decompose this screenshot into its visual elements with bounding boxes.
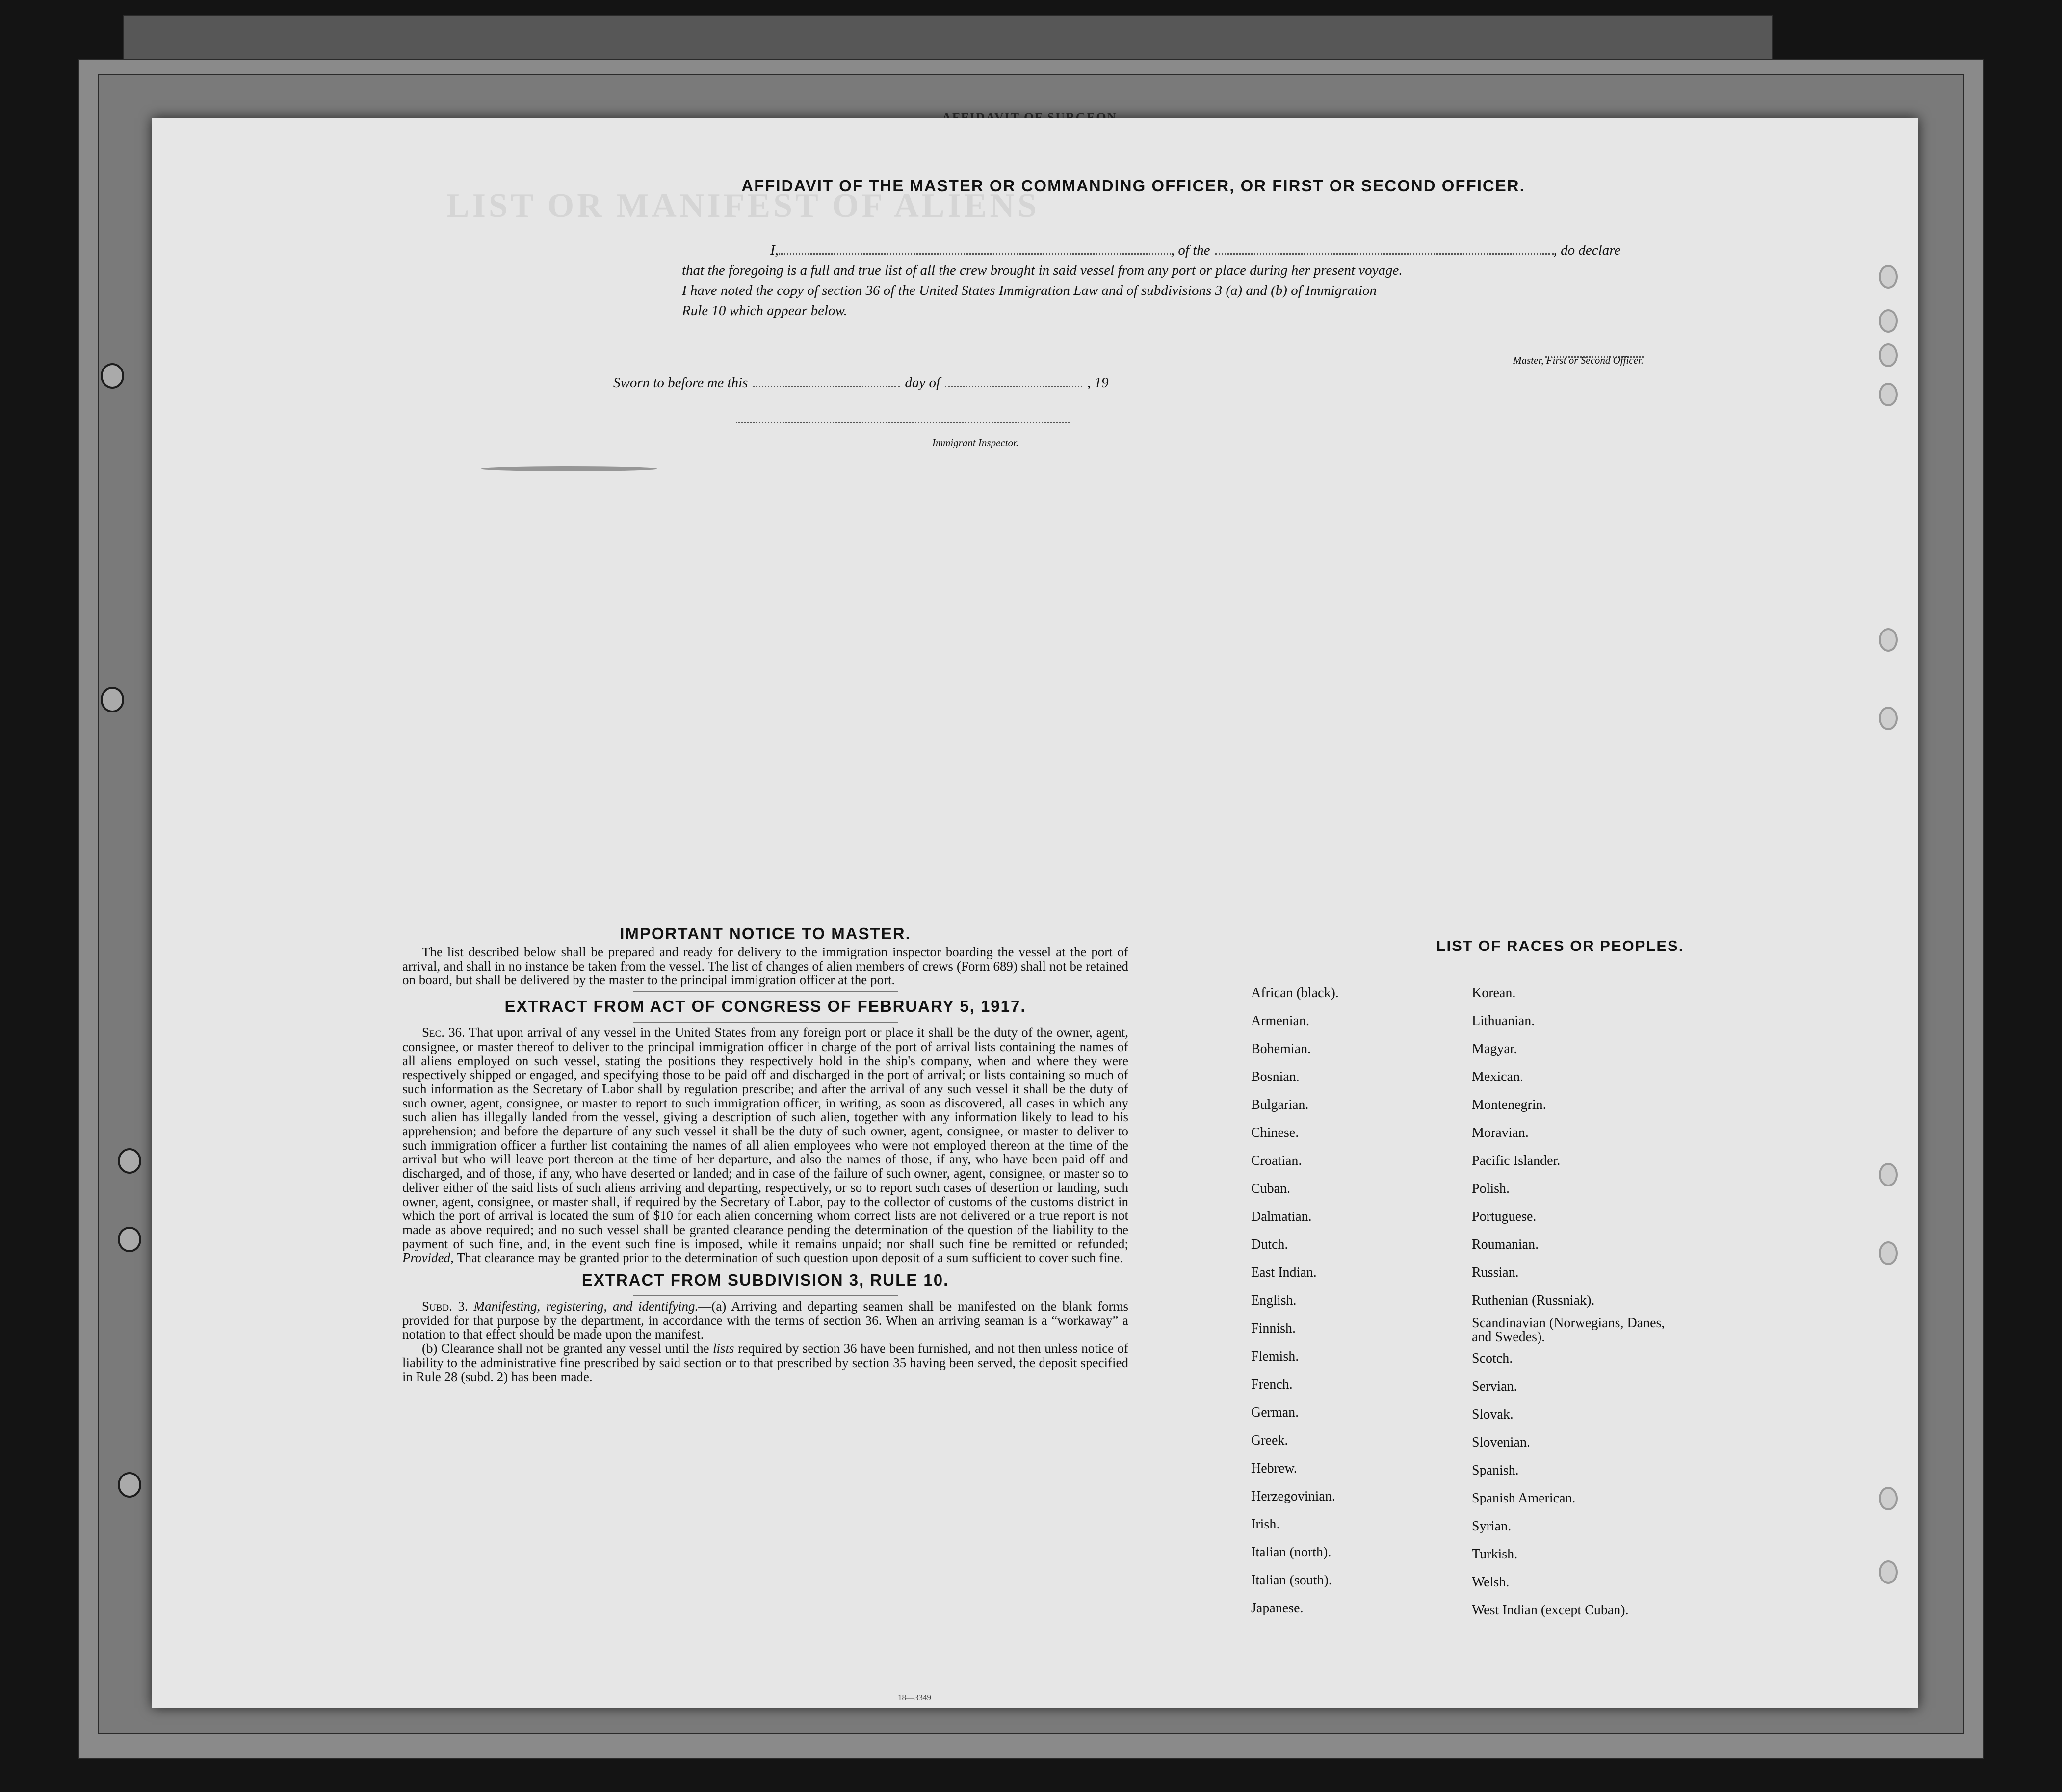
- race-item: Croatian.: [1251, 1153, 1302, 1168]
- race-item: Moravian.: [1472, 1125, 1529, 1140]
- race-item: African (black).: [1251, 985, 1339, 1001]
- subd-label: Subd. 3.: [422, 1299, 468, 1314]
- race-item: Syrian.: [1472, 1519, 1512, 1534]
- races-column-2: [1472, 979, 1678, 1624]
- binder-hole-icon: [101, 687, 124, 712]
- race-item: Hebrew.: [1251, 1461, 1297, 1476]
- binder-hole-icon: [101, 363, 124, 389]
- subd-b-end: required by section 36 have been furnished, and not then unless notice of liability to the administrative fine prescribed by said section or to that prescribed by section 35 having been served, the deposit specified in Rule 28 (subd. 2) has been made.: [402, 1341, 1128, 1384]
- declaration-line-1: [682, 240, 1678, 261]
- binder-hole-icon: [118, 1472, 141, 1498]
- race-item: Roumanian.: [1472, 1237, 1539, 1252]
- inspector-signature-line[interactable]: [736, 422, 1070, 423]
- punch-hole-icon: [1879, 1241, 1898, 1265]
- binder-hole-icon: [118, 1148, 141, 1174]
- races-column-1: [1251, 979, 1339, 1622]
- divider: [633, 1295, 898, 1296]
- section-body: That upon arrival of any vessel in the United States from any foreign port or place it shall be the duty of the owner, agent, consignee, or master thereof to deliver to the principal immigration officer in charge of the port of arrival lists containing the names of all aliens employed on such vessel, stating the positions they respectively hold in the ship's company, when and where they were respectively shipped or engaged, and specifying those to be paid off and discharged in the port of arrival; or lists containing so much of such information as the Secretary of Labor shall by regulation prescribe; and after the arrival of any such vessel it shall be the duty of such owner, agent, consignee, or master to report to such immigration officer, in writing, as soon as discovered, all cases in which any such alien has illegally landed from the vessel, giving a description of such alien, together with any information likely to lead to his apprehension; and before the departure of any such vessel it shall be the duty of such owner, agent, consignee, or master to deliver to such immigration officer a further list containing the names of all alien employees who were not employed thereon at the time of the arrival but who will leave port thereon at the time of her departure, and also the names of those, if any, who have been paid off and discharged, and of those, if any, who have deserted or landed; and in case of the failure of such owner, agent, consignee, or master so to deliver either of the said lists of such aliens arriving and departing, respectively, or so to report such cases of desertion or landing, such owner, agent, consignee, or master shall, if required by the Secretary of Labor, pay to the collector of customs of the customs district in which the port of arrival is located the sum of $10 for each alien concerning whom correct lists are not delivered or a true report is not made as above required; and no such vessel shall be granted clearance pending the determination of the question of the liability to the payment of such fine, and, in the event such fine is imposed, while it remains unpaid; nor shall such fine be remitted or refunded;: [402, 1025, 1129, 1251]
- race-item: Greek.: [1251, 1433, 1288, 1448]
- extract-rule-title: EXTRACT FROM SUBDIVISION 3, RULE 10.: [581, 1271, 949, 1290]
- form-number: 18—3349: [898, 1693, 931, 1702]
- notice-title: IMPORTANT NOTICE TO MASTER.: [620, 924, 911, 943]
- subdivision-b-text: [402, 1342, 1128, 1384]
- race-item: Herzegovinian.: [1251, 1489, 1335, 1504]
- vessel-field[interactable]: [1215, 240, 1554, 255]
- race-item: Flemish.: [1251, 1349, 1299, 1364]
- punch-hole-icon: [1879, 343, 1898, 367]
- race-item: Slovenian.: [1472, 1435, 1530, 1450]
- race-item: Dutch.: [1251, 1237, 1288, 1252]
- race-item: Mexican.: [1472, 1069, 1523, 1084]
- declaration-line-2: that the foregoing is a full and true list of all the crew brought in said vessel from any port or place during her present voyage.: [682, 263, 1403, 278]
- race-item: East Indian.: [1251, 1265, 1317, 1280]
- race-item: Bosnian.: [1251, 1069, 1300, 1084]
- section-end: That clearance may be granted prior to the determination of such question upon deposit of a sum sufficient to cover such fine.: [456, 1250, 1123, 1265]
- day-of-label: day of: [905, 375, 940, 391]
- year-label: , 19: [1087, 375, 1109, 391]
- declaration-line-3: I have noted the copy of section 36 of the United States Immigration Law and of subdivisions 3 (a) and (b) of Immigration: [682, 283, 1377, 298]
- subd-a-body: —(a) Arriving and departing seamen shall be manifested on the blank forms provided for that purpose by the department, in accordance with the terms of section 36. When an arriving seaman is a “workaway” a notation to that effect should be made upon the manifest.: [402, 1299, 1128, 1342]
- sworn-day-field[interactable]: [753, 373, 900, 387]
- race-item: Servian.: [1472, 1379, 1517, 1394]
- subdivision-a-text: [402, 1299, 1128, 1342]
- name-field[interactable]: [779, 240, 1171, 255]
- race-item: Scandinavian (Norwegians, Danes, and Swedes).: [1472, 1316, 1665, 1344]
- sworn-line: [613, 373, 1109, 391]
- section-36-text: [402, 1026, 1128, 1265]
- instructions-column: [402, 922, 1128, 1384]
- punch-hole-icon: [1879, 1487, 1898, 1510]
- punch-hole-icon: [1879, 265, 1898, 289]
- race-item: Korean.: [1472, 985, 1516, 1001]
- sworn-label: Sworn to before me this: [613, 375, 748, 391]
- sworn-month-field[interactable]: [945, 373, 1082, 387]
- race-item: Montenegrin.: [1472, 1097, 1546, 1112]
- races-title: LIST OF RACES OR PEOPLES.: [1436, 937, 1684, 954]
- i-label: I,: [770, 242, 779, 258]
- binder-hole-icon: [118, 1227, 141, 1252]
- section-label: Sec. 36.: [422, 1025, 465, 1040]
- race-item: West Indian (except Cuban).: [1472, 1603, 1629, 1618]
- race-item: Bulgarian.: [1251, 1097, 1309, 1112]
- subd-b-start: (b) Clearance shall not be granted any vessel until the: [422, 1341, 709, 1356]
- race-item: Pacific Islander.: [1472, 1153, 1561, 1168]
- affidavit-title: AFFIDAVIT OF THE MASTER OR COMMANDING OFFICER, OR FIRST OR SECOND OFFICER.: [741, 177, 1525, 195]
- race-item: Welsh.: [1472, 1575, 1510, 1590]
- race-item: Polish.: [1472, 1181, 1510, 1196]
- punch-hole-icon: [1879, 628, 1898, 652]
- master-label: Master, First or Second Officer.: [1513, 354, 1644, 366]
- race-item: German.: [1251, 1405, 1299, 1420]
- ink-smudge: [481, 466, 657, 471]
- punch-hole-icon: [1879, 1560, 1898, 1584]
- declaration: [682, 240, 1678, 321]
- punch-hole-icon: [1879, 383, 1898, 406]
- punch-holes: [1859, 118, 1918, 1708]
- race-item: Italian (north).: [1251, 1545, 1331, 1560]
- race-item: Spanish American.: [1472, 1491, 1576, 1506]
- subd-heading: Manifesting, registering, and identifying.: [473, 1299, 699, 1314]
- race-item: Turkish.: [1472, 1547, 1518, 1562]
- divider: [633, 991, 898, 992]
- race-item: Armenian.: [1251, 1013, 1309, 1028]
- bleed-through-text: LIST OR MANIFEST OF ALIENS: [446, 187, 1040, 225]
- race-item: Portuguese.: [1472, 1209, 1537, 1224]
- race-item: Spanish.: [1472, 1463, 1519, 1478]
- affidavit-sheet: [152, 118, 1918, 1708]
- race-item: Irish.: [1251, 1517, 1280, 1532]
- declaration-line-4: Rule 10 which appear below.: [682, 303, 847, 318]
- inspector-label: Immigrant Inspector.: [932, 437, 1019, 448]
- subd-b-lists: lists: [713, 1341, 734, 1356]
- divider: [633, 1022, 898, 1023]
- race-item: Finnish.: [1251, 1321, 1296, 1336]
- punch-hole-icon: [1879, 309, 1898, 333]
- race-item: Japanese.: [1251, 1601, 1304, 1616]
- race-item: Bohemian.: [1251, 1041, 1311, 1056]
- race-item: English.: [1251, 1293, 1297, 1308]
- punch-hole-icon: [1879, 1163, 1898, 1186]
- race-item: Ruthenian (Russniak).: [1472, 1293, 1595, 1308]
- do-declare-label: , do declare: [1553, 242, 1621, 258]
- race-item: Scotch.: [1472, 1351, 1513, 1366]
- race-item: Italian (south).: [1251, 1573, 1332, 1588]
- race-item: Chinese.: [1251, 1125, 1299, 1140]
- race-item: Lithuanian.: [1472, 1013, 1535, 1028]
- extract-act-title: EXTRACT FROM ACT OF CONGRESS OF FEBRUARY 5, 1917.: [504, 997, 1026, 1016]
- race-item: Dalmatian.: [1251, 1209, 1312, 1224]
- punch-hole-icon: [1879, 707, 1898, 730]
- race-item: Magyar.: [1472, 1041, 1517, 1056]
- of-the-label: , of the: [1171, 242, 1210, 258]
- provided-word: Provided,: [402, 1250, 454, 1265]
- race-item: Russian.: [1472, 1265, 1519, 1280]
- race-item: Cuban.: [1251, 1181, 1291, 1196]
- notice-text: The list described below shall be prepared and ready for delivery to the immigration inspector boarding the vessel at the port of arrival, and shall in no instance be taken from the vessel. The list of changes of alien members of crews (Form 689) shall not be retained on board, but shall be delivered by the master to the principal immigration officer at the port.: [402, 945, 1128, 988]
- race-item: Slovak.: [1472, 1407, 1514, 1422]
- race-item: French.: [1251, 1377, 1293, 1392]
